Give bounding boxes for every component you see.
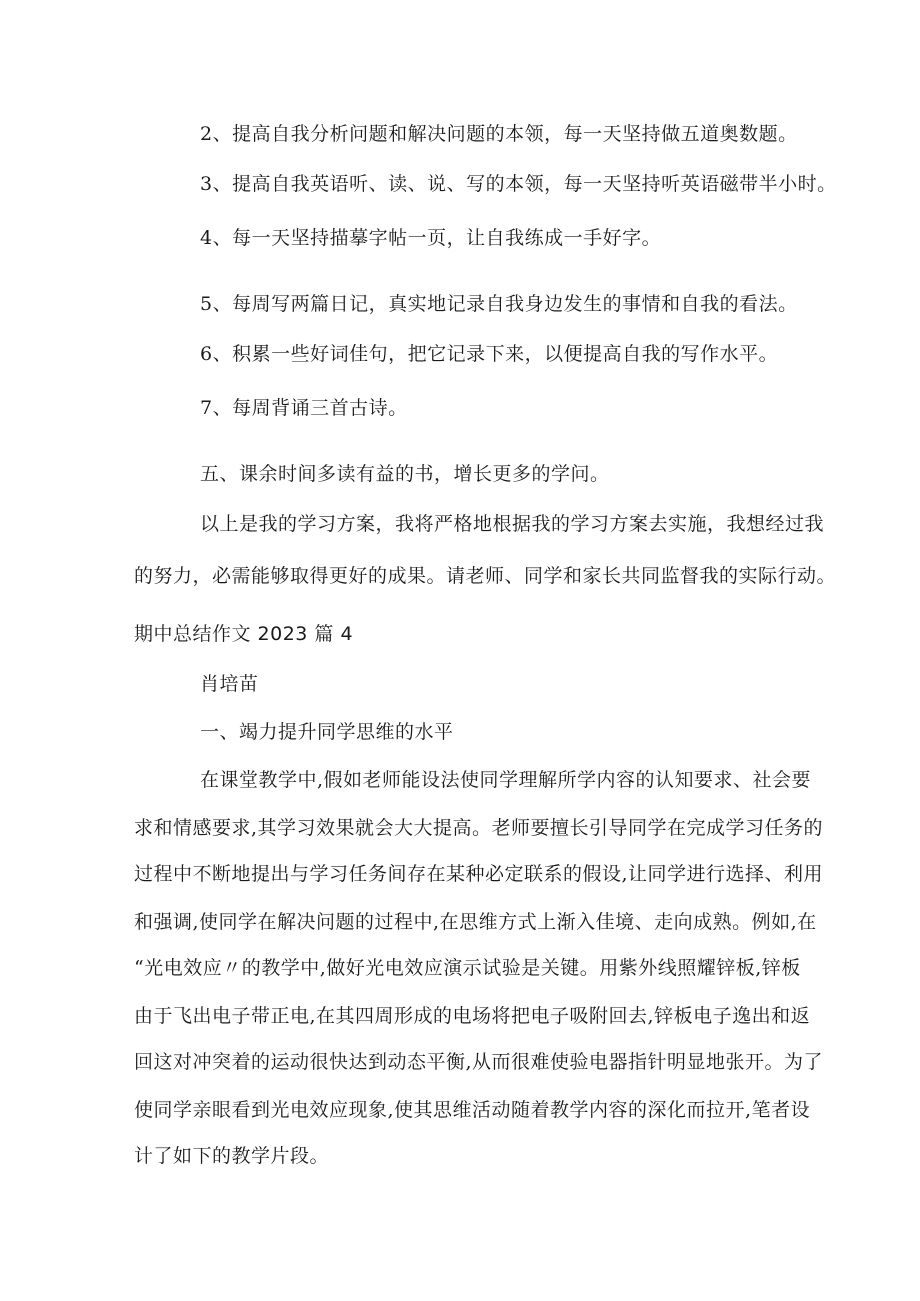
list-item-6: 6、积累一些好词佳句，把它记录下来，以便提高自我的写作水平。 — [200, 343, 779, 365]
list-item-5: 5、每周写两篇日记，真实地记录自我身边发生的事情和自我的看法。 — [200, 293, 798, 315]
conclusion-line-1: 以上是我的学习方案，我将严格地根据我的学习方案去实施，我想经过我 — [200, 513, 825, 535]
body-line: 和强调,使同学在解决问题的过程中,在思维方式上渐入佳境、走向成熟。例如,在 — [134, 911, 817, 933]
point-five: 五、课余时间多读有益的书，增长更多的学问。 — [200, 463, 610, 485]
body-line: 在课堂教学中,假如老师能设法使同学理解所学内容的认知要求、社会要 — [200, 769, 812, 791]
body-line: “光电效应〃的教学中,做好光电效应演示试验是关键。用紫外线照耀锌板,锌板 — [134, 957, 801, 979]
section-title: 期中总结作文 2023 篇 4 — [134, 623, 354, 645]
subheading: 一、竭力提升同学思维的水平 — [200, 721, 454, 743]
body-line: 由于飞出电子带正电,在其四周形成的电场将把电子吸附回去,锌板电子逸出和返 — [134, 1005, 811, 1027]
list-item-3: 3、提高自我英语听、读、说、写的本领，每一天坚持听英语磁带半小时。 — [200, 173, 837, 195]
body-line: 过程中不断地提出与学习任务间存在某种必定联系的假设,让同学进行选择、利用 — [134, 863, 824, 885]
conclusion-line-2: 的努力，必需能够取得更好的成果。请老师、同学和家长共同监督我的实际行动。 — [134, 565, 837, 587]
body-line: 计了如下的教学片段。 — [134, 1145, 330, 1167]
author-name: 肖培苗 — [200, 673, 259, 695]
body-line: 求和情感要求,其学习效果就会大大提高。老师要擅长引导同学在完成学习任务的 — [134, 817, 824, 839]
list-item-4: 4、每一天坚持描摹字帖一页，让自我练成一手好字。 — [200, 227, 662, 249]
body-line: 使同学亲眼看到光电效应现象,使其思维活动随着教学内容的深化而拉开,笔者设 — [134, 1099, 811, 1121]
list-item-7: 7、每周背诵三首古诗。 — [200, 397, 408, 419]
list-item-2: 2、提高自我分析问题和解决问题的本领，每一天坚持做五道奥数题。 — [200, 123, 798, 145]
body-line: 回这对冲突着的运动很快达到动态平衡,从而很难使验电器指针明显地张开。为了 — [134, 1051, 824, 1073]
